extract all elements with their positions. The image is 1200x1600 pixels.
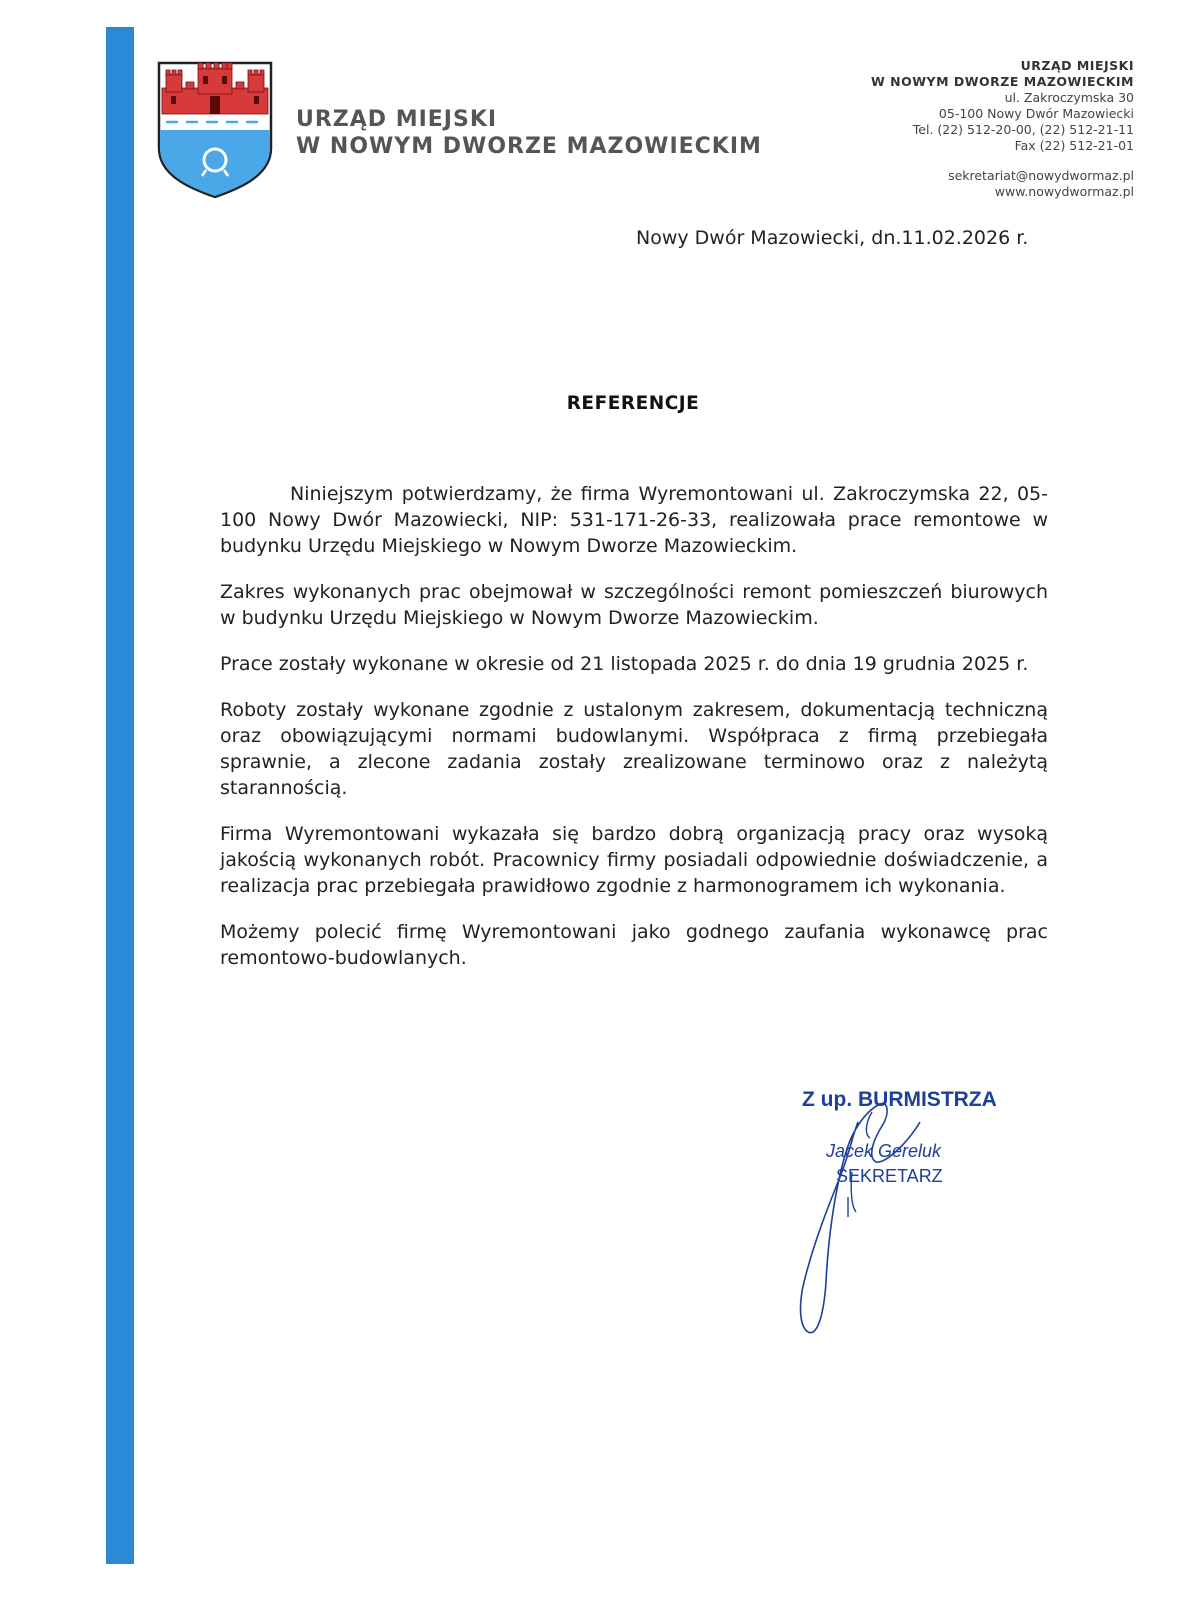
paragraph: Zakres wykonanych prac obejmował w szczególności remont pomieszczeń biurowych w budynku Urzędu Miejskiego w Nowym Dworze Mazowieckim. [220, 581, 1048, 629]
office-name-heading [296, 106, 762, 160]
date-line: Nowy Dwór Mazowiecki, dn.11.02.2026 r. [636, 227, 1029, 249]
contact-address: ul. Zakroczymska 30 [1004, 90, 1134, 105]
contact-www: www.nowydwormaz.pl [994, 184, 1134, 199]
side-accent-bar [106, 27, 134, 1564]
stamp-title: Z up. BURMISTRZA [802, 1088, 997, 1111]
contact-tel: Tel. (22) 512-20-00, (22) 512-21-11 [912, 122, 1134, 137]
contact-office-line1: URZĄD MIEJSKI [1020, 58, 1134, 73]
paragraph: Roboty zostały wykonane zgodnie z ustalonym zakresem, dokumentacją techniczną oraz obowiązującymi normami budowlanymi. Współpraca z firmą przebiegała sprawnie, a zlecone zadania zostały zrealizowane terminowo oraz z należytą starannością. [220, 699, 1048, 799]
signature-stamp [760, 1082, 1000, 1342]
contact-office-line2: W NOWYM DWORZE MAZOWIECKIM [871, 74, 1134, 89]
paragraph: Niniejszym potwierdzamy, że firma Wyremontowani ul. Zakroczymska 22, 05-100 Nowy Dwór Mazowiecki, NIP: 531-171-26-33, realizowała prace remontowe w budynku Urzędu Miejskiego w Nowym Dworze Mazowieckim. [220, 483, 1048, 557]
coat-of-arms-icon [156, 60, 274, 200]
contact-email: sekretariat@nowydwormaz.pl [948, 168, 1134, 183]
paragraph: Możemy polecić firmę Wyremontowani jako godnego zaufania wykonawcę prac remontowo-budowlanych. [220, 921, 1048, 969]
contact-postal: 05-100 Nowy Dwór Mazowiecki [938, 106, 1134, 121]
stamp-name: Jacek Gereluk [826, 1141, 942, 1161]
handwritten-signature-icon [760, 1082, 1000, 1342]
office-name-line2: W NOWYM DWORZE MAZOWIECKIM [296, 134, 762, 159]
office-name-line1: URZĄD MIEJSKI [296, 107, 498, 132]
stamp-role: SEKRETARZ [836, 1166, 943, 1186]
letter-body [220, 481, 1048, 991]
contact-fax: Fax (22) 512-21-01 [1014, 138, 1134, 153]
contact-block [871, 58, 1134, 200]
document-title: REFERENCJE [566, 393, 700, 414]
paragraph: Firma Wyremontowani wykazała się bardzo dobrą organizacją pracy oraz wysoką jakością wykonanych robót. Pracownicy firmy posiadali odpowiednie doświadczenie, a realizacja prac przebiegała prawidłowo zgodnie z harmonogramem ich wykonania. [220, 823, 1048, 897]
paragraph: Prace zostały wykonane w okresie od 21 listopada 2025 r. do dnia 19 grudnia 2025 r. [220, 653, 1029, 675]
